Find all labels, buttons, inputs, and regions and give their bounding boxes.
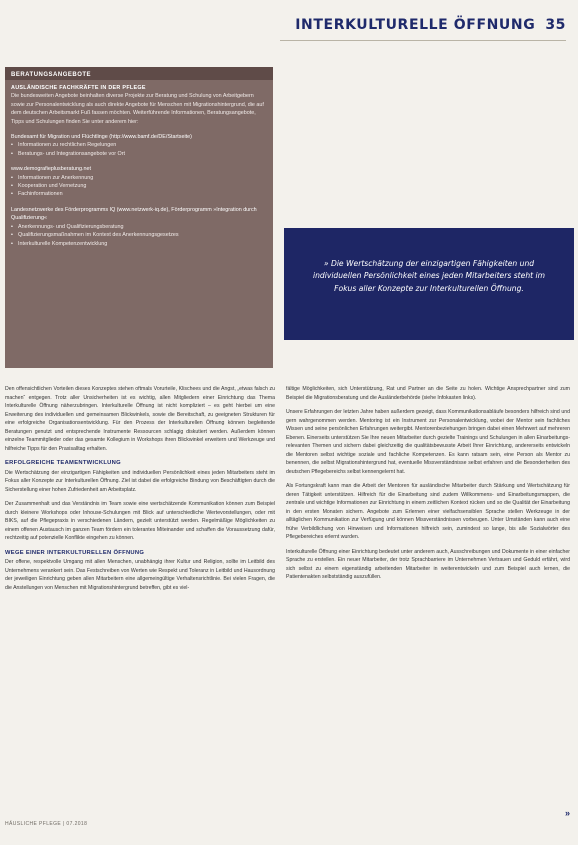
body-paragraph: Interkulturelle Öffnung einer Einrichtung bedeutet unter anderem auch, Ausschreibungen und Dokumente in einer einfacher Sprache zu erstellen. Ein neuer Mitarbeiter, der trotz Sprachbarriere im Unternehmen Vertrauen und Geduld erfährt, wird sich selbst zu einem eigenständig arbeitenden Mitarbeiter in weiterentwickeln und zum Beispiel auch lernen, die Patientenakten selbstständig auszufüllen. xyxy=(286,548,570,580)
page-footer: HÄUSLICHE PFLEGE | 07.2018 xyxy=(5,821,88,827)
body-paragraph: Der offene, respektvolle Umgang mit allen Menschen, unabhängig ihrer Kultur und Religion, sollte im Leitbild des Unternehmens verankert sein. Das Festschreiben von Werten wie Respekt und Toleranz in Leitbild und Hausordnung der jeweiligen Einrichtung geben allen Mitarbeitern eine allgemeingültige Verhaltensrichtlinie. Bei vielen Fragen, die die Anstellungen von Menschen mit Migrationshintergrund betreffen, gibt es viel- xyxy=(5,559,275,591)
info-box-list-item: • Fachinformationen xyxy=(11,190,267,198)
pull-quote-text: » Die Wertschätzung der einzigartigen Fähigkeiten und individuellen Persönlichkeit eines jeden Mitarbeiters steht im Fokus aller Konzepte zur Interkulturellen Öffnung. xyxy=(312,259,546,293)
info-box-title: BERATUNGSANGEBOTE xyxy=(5,67,273,80)
info-box-list-item: • Informationen zu rechtlichen Regelungen xyxy=(11,141,267,149)
info-box-section xyxy=(11,165,267,199)
page-title: INTERKULTURELLE ÖFFNUNG xyxy=(295,17,536,33)
body-paragraph: Als Fortungskraft kann man die Arbeit der Mentoren für ausländische Mitarbeiter durch Stärkung und Wertschätzung für deren Tätigkeit unterstützen. Hilfreich für die Einarbeitung sind zudem Willkommens- und Einarbeitungsmappen, die zentrale und wichtige Informationen zur Einrichtung in einem zeitlichen Kontext rücken und so die Qualität der Einarbeitung in den ersten Monaten sichern. Angebote zum Erlernen einer vielfachsensiblen Sprache stellen Werkzeuge in der alltäglichen Kommunikation zur Verfügung und können Missverständnissen vorbeugen. Unter Umständen kann auch eine frühe Verbildlichung von Hinweisen und Informationen hilfreich sein, zumindest so lange, bis alle Sozialwörter des Pflegebereiches erlernt wurden. xyxy=(286,483,570,540)
left-column xyxy=(5,385,275,598)
info-box-section xyxy=(11,133,267,158)
info-box-intro: Die bundesweiten Angebote beinhalten diverse Projekte zur Beratung und Schulung von Arbeitgebern sowie zur Personalentwicklung als auch direkte Angebote für Menschen mit Migrationshintergrund, die auf dem deutschen Arbeitsmarkt Fuß fassen möchten. Weiterführende Informationen, Beratungsangebote, Tipps und Schulungen finden Sie unter anderem hier: xyxy=(11,93,264,125)
info-box-list-item: • Qualifizierungsmaßnahmen im Kontext des Anerkennungsgesetzes xyxy=(11,231,267,239)
page-number: 35 xyxy=(545,17,566,33)
info-box xyxy=(5,67,273,368)
info-box-section-title: Landesnetzwerke des Förderprogramms IQ (www.netzwerk-iq.de), Förderprogramm »Integration durch Qualifizierung« xyxy=(11,206,257,222)
info-box-subhead: AUSLÄNDISCHE FACHKRÄFTE IN DER PFLEGE xyxy=(11,85,146,91)
info-box-list-item: • Informationen zur Anerkennung xyxy=(11,174,267,182)
header-rule xyxy=(280,40,566,41)
info-box-section xyxy=(11,206,267,248)
section-heading: ERFOLGREICHE TEAMENTWICKLUNG xyxy=(5,460,121,466)
section-heading: WEGE EINER INTERKULTURELLEN ÖFFNUNG xyxy=(5,549,145,556)
info-box-list-item: • Interkulturelle Kompetenzentwicklung xyxy=(11,240,267,248)
pull-quote xyxy=(284,228,574,340)
info-box-section-title: Bundesamt für Migration und Flüchtlinge (http://www.bamf.de/DE/Startseite) xyxy=(11,134,192,141)
info-box-list xyxy=(11,174,267,199)
info-box-list xyxy=(11,141,267,158)
info-box-list-item: • Beratungs- und Integrationsangebote vor Ort xyxy=(11,150,267,158)
body-paragraph: Die Wertschätzung der einzigartigen Fähigkeiten und individuellen Persönlichkeit eines jeden Mitarbeiters steht im Fokus aller Konzepte zur Interkulturellen Öffnung. Ziel ist dabei die erfolgreiche Bindung von Beschäftigten durch die Sicherstellung einer hohen Zufriedenheit am Arbeitsplatz. xyxy=(5,469,275,493)
info-box-list-item: • Kooperation und Vernetzung xyxy=(11,182,267,190)
body-paragraph: Unsere Erfahrungen der letzten Jahre haben außerdem gezeigt, dass Kommunikationsabläufe besonders hilfreich sind und gern wahrgenommen werden. Mentoring ist ein Instrument zur Personalentwicklung, wobei der Mentor sein fachliches Wissen und seine persönlichen Erfahrungen weitergibt. Mentorenbeziehungen bringen dabei einen Mehrwert auf mehreren Ebenen. Einerseits unterstützen Sie Ihre neuen Mitarbeiter durch gezielte Trainings und Schulungen in allen Einarbeitungs-relevanten Themen und sichern dabei gleichzeitig die qualitätsbewusste Arbeit Ihrer Einrichtung, andererseits entwickeln die Mentoren selbst wichtige soziale und fachliche Kompetenzen. Es kann ratsam sein, eine Person als Mentor zu benennen, die selbst Migrationshintergrund hat, eventuelle Missverständnisse selbst erfahren und die Besonderheiten des deutschen Pflegebereichs selbst kennengelernt hat. xyxy=(286,409,570,475)
body-paragraph: Den offensichtlichen Vorteilen dieses Konzeptes stehen oftmals Vorurteile, Klischees und die Angst, „etwas falsch zu machen“ entgegen. Trotz aller Unsicherheiten ist es wichtig, allen Mitgliedern einer Einrichtung das Thema Interkulturelle Öffnung näherzubringen. Interkulturelle Öffnung ist nicht kompliziert – es geht hierbei um eine Erweiterung des individuellen und gemeinsamen Blickwinkels, sowie die Bereitschaft, zu geeigneten Strukturen für eine erfolgreiche Organisationsentwicklung. Für den Prozess der Interkulturellen Öffnung können begleitende Beratungen genutzt und entsprechende Instrumente Ressourcen schlagig diskutiert werden. Außerdem können einzelne Teammitglieder oder das gesamte Kollegium in Workshops ihren Blickwinkel erweitern und Werkzeuge und hilfreiche Tipps für den Praxisalltag erhalten. xyxy=(5,386,275,452)
info-box-list-item: • Anerkennungs- und Qualifizierungsberatung xyxy=(11,223,267,231)
info-box-list xyxy=(11,223,267,248)
info-box-section-title: www.demografieplusberatung.net xyxy=(11,166,92,173)
body-paragraph: Der Zusammenhalt und das Verständnis im Team sowie eine wertschätzende Kommunikation können zum Beispiel durch kleinere Workshops oder Inhouse-Schulungen mit Blick auf unterschiedliche Wertevorstellungen, oder mit BIKS, auf die Pflegepraxis in verschiedenen Ländern, gezielt unterstützt werden. Regelmäßige Möglichkeiten zu einem offenen Austausch im ganzen Team fördern ein tolerantes Miteinander und schaffen die Voraussetzung dafür, rechtzeitig auf potenzielle Konflikte eingehen zu können. xyxy=(5,501,275,541)
body-paragraph: fältige Möglichkeiten, sich Unterstützung, Rat und Partner an die Seite zu holen. Wichtige Ansprechpartner sind zum Beispiel die Migrationsberatung und die Ausländerbehörde (siehe Infokasten links). xyxy=(286,386,570,401)
right-column xyxy=(286,385,570,588)
page-header xyxy=(280,14,566,36)
info-box-sections xyxy=(11,133,267,248)
continue-arrow-icon: » xyxy=(564,808,570,818)
